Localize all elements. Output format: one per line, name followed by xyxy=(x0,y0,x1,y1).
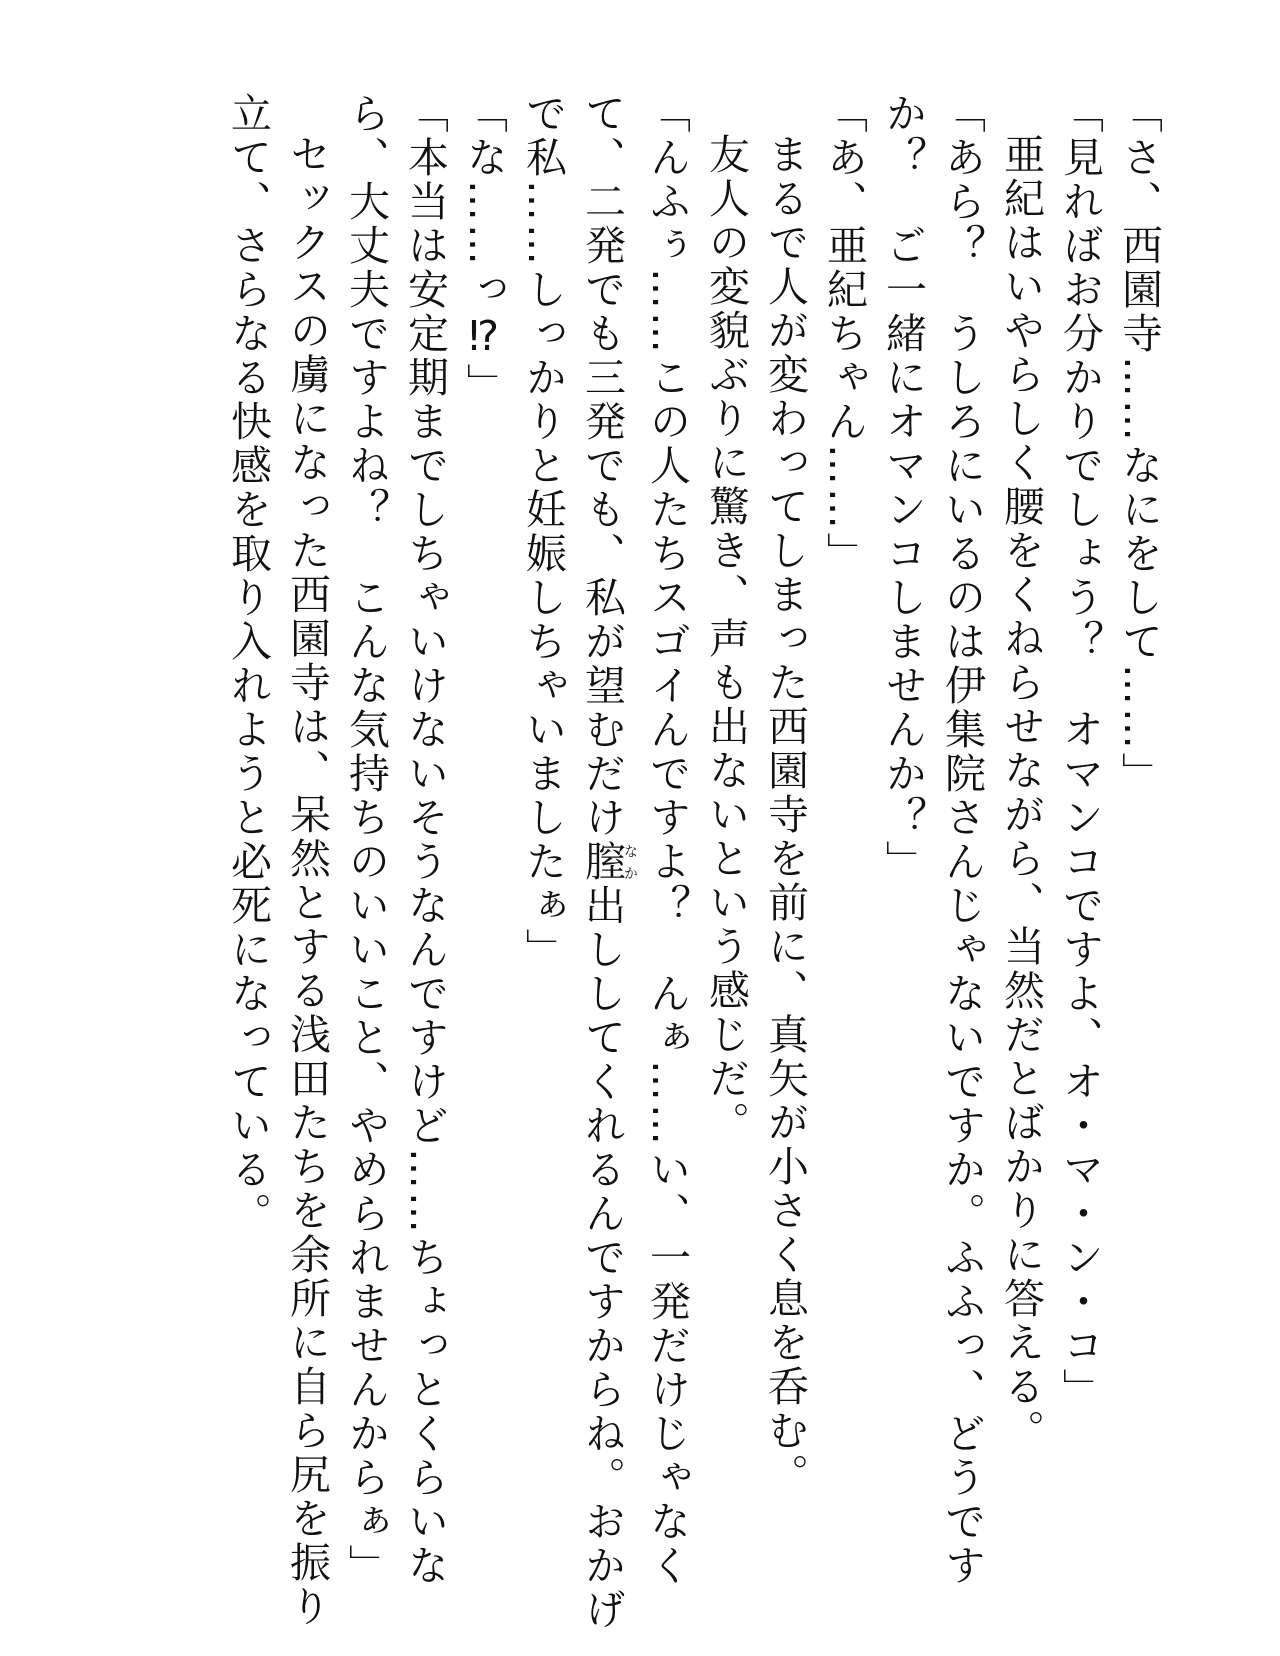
ruby-annotation xyxy=(578,840,638,884)
text-line-1: 「さ、西園寺……なにをして……」 xyxy=(1115,92,1163,796)
ruby-reading: なか xyxy=(622,840,638,884)
text-line-14: ら、大丈夫ですよね？ こんな気持ちのいいこと、やめられませんからぁ」 xyxy=(342,92,390,1588)
text-line-9: 「んふぅ……この人たちスゴイんですよ？ んぁ……い、一発だけじゃなく xyxy=(643,92,691,1588)
text-line-10-after: 出ししてくれるんですからね。おかげ xyxy=(578,884,626,1632)
text-line-12: 「な……っ⁉」 xyxy=(460,92,508,407)
text-line-3: 亜紀はいやらしく腰をくねらせながら、当然だとばかりに答える。 xyxy=(997,133,1045,1453)
text-line-11: で私……しっかりと妊娠しちゃいましたぁ」 xyxy=(519,92,567,972)
text-line-5: か？ ご一緒にオマンコしませんか？」 xyxy=(879,92,927,884)
text-line-10-before: て、二発でも三発でも、私が望むだけ xyxy=(578,92,626,840)
text-line-10 xyxy=(572,92,638,1632)
text-line-8: 友人の変貌ぶりに驚き、声も出ないという感じだ。 xyxy=(702,133,750,1145)
vertical-text-body xyxy=(218,92,1168,1632)
text-line-16: 立て、さらなる快感を取り入れようと必死になっている。 xyxy=(224,92,272,1236)
ruby-base: 膣 xyxy=(578,840,626,884)
text-line-6: 「あ、亜紀ちゃん……」 xyxy=(820,92,868,576)
text-line-15: セックスの虜になった西園寺は、呆然とする浅田たちを余所に自ら尻を振り xyxy=(283,133,331,1629)
text-line-13: 「本当は安定期までしちゃいけないそうなんですけど……ちょっとくらいな xyxy=(401,92,449,1588)
text-line-4: 「あら？ うしろにいるのは伊集院さんじゃないですか。ふふっ、どうです xyxy=(938,92,986,1588)
text-line-7: まるで人が変わってしまった西園寺を前に、真矢が小さく息を呑む。 xyxy=(761,133,809,1497)
text-line-2: 「見ればお分かりでしょう？ オマンコですよ、オ・マ・ン・コ」 xyxy=(1056,92,1104,1412)
